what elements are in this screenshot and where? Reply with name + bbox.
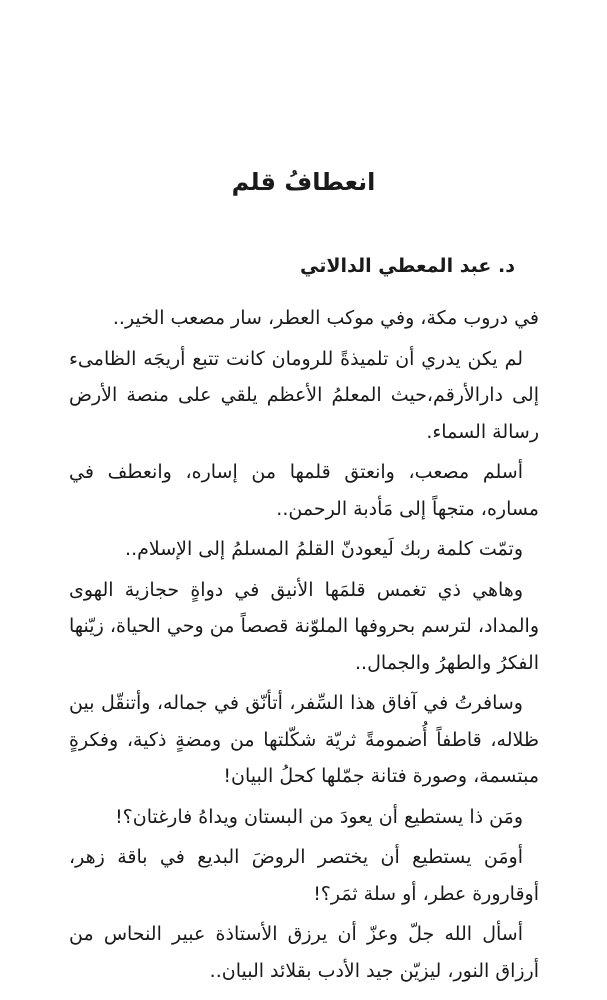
article-title: انعطافُ قلم [231, 168, 376, 196]
paragraph: ومَن ذا يستطيع أن يعودَ من البستان ويداهُ فارغتان؟! [115, 805, 523, 828]
paragraph: أسأل الله جلّ وعزّ أن يرزق الأستاذة عبير النحاس من أرزاق النور، ليزيّن جيد الأدب بقلائد البيان.. [69, 923, 539, 982]
article-body [69, 300, 539, 993]
paragraph: لم يكن يدري أن تلميذةً للرومان كانت تتبع أريجَه الظامىء إلى دارالأرقم،حيث المعلمُ الأعظم يلقي على منصة الأرض رسالة السماء. [69, 347, 539, 443]
paragraph: وسافرتُ في آفاق هذا السِّفر، أتأنّق في جماله، وأتنقّل بين ظلاله، قاطفاً أُضمومةً ثريّة شكّلتها من ومضةٍ ذكية، وفكرةٍ مبتسمة، وصورة فتانة جمّلها كحلُ البيان! [69, 692, 539, 787]
paragraph: أسلم مصعب، وانعتق قلمها من إساره، وانعطف في مساره، متجهاً إلى مَأدبة الرحمن.. [69, 461, 539, 520]
paragraph: أومَن يستطيع أن يختصر الروضَ البديع في باقة زهر، أوقارورة عطر، أو سلة ثمَر؟! [69, 846, 539, 905]
author-name: د. عبد المعطي الدالاتي [299, 255, 515, 277]
paragraph: في دروب مكة، وفي موكب العطر، سار مصعب الخير.. [112, 307, 539, 329]
paragraph: وهاهي ذي تغمس قلمَها الأنيق في دواةٍ حجازية الهوى والمداد، لترسم بحروفها الملوّنة قصصاً من وحي الحياة، زيّنها الفكرُ والطهرُ والجمال.. [69, 578, 539, 674]
paragraph: وتمّت كلمة ربك لَيعودنّ القلمُ المسلمُ إلى الإسلام.. [125, 538, 523, 560]
